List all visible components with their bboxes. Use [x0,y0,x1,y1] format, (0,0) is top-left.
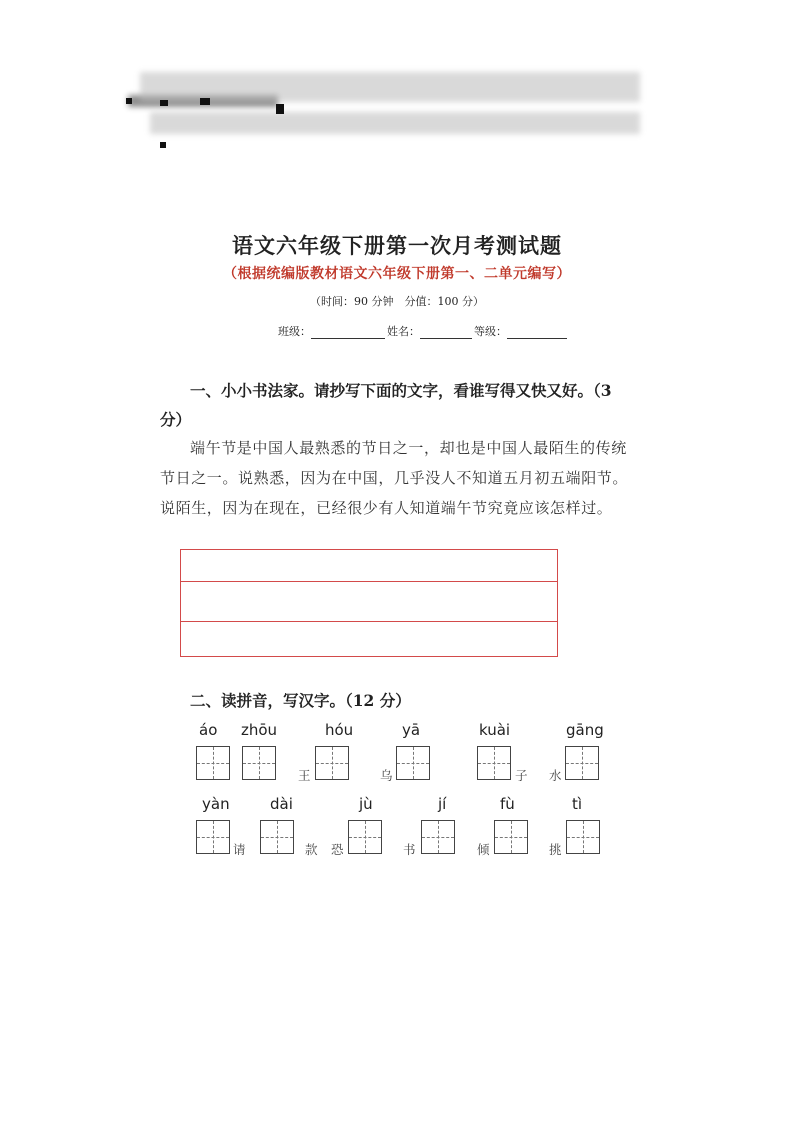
given-char: 书 [403,842,416,857]
given-char: 水 [549,768,562,783]
grade-label: 等级： [474,325,507,338]
name-label: 姓名： [387,325,420,338]
given-char: 子 [515,768,528,783]
char-box[interactable] [396,746,430,780]
pinyin-ji: jí [438,795,447,813]
given-char: 乌 [380,768,393,783]
exam-subtitle: （根据统编版教材语文六年级下册第一、二单元编写） [223,266,571,282]
question-1-heading: 一、小小书法家。请抄写下面的文字，看谁写得又快又好。（3 分） [160,381,612,429]
time-score-info: （时间：90 分钟 分值：100 分） [310,295,484,308]
grade-blank[interactable] [507,326,567,339]
char-box[interactable] [196,820,230,854]
name-blank[interactable] [420,326,472,339]
class-blank[interactable] [311,326,385,339]
copy-passage: 端午节是中国人最熟悉的节日之一，却也是中国人最陌生的传统节日之一。说熟悉，因为在中国，几乎没人不知道五月初五端阳节。说陌生，因为在现在，已经很少有人知道端午节究竟应该怎样过。 [160,439,629,517]
pinyin-ju: jù [359,795,373,813]
char-box[interactable] [348,820,382,854]
char-box[interactable] [196,746,230,780]
pinyin-yan: yàn [202,795,230,813]
pinyin-gang: gāng [566,721,604,739]
pinyin-zhou: zhōu [241,721,278,739]
exam-title: 语文六年级下册第一次月考测试题 [232,233,562,258]
char-box[interactable] [421,820,455,854]
class-label: 班级： [278,325,311,338]
pinyin-ti: tì [572,795,583,813]
writing-box[interactable] [180,549,558,657]
char-box[interactable] [494,820,528,854]
char-box[interactable] [565,746,599,780]
pinyin-kuai: kuài [479,721,511,739]
question-2-heading: 二、读拼音，写汉字。（12 分） [190,691,411,710]
char-box[interactable] [242,746,276,780]
pinyin-hou: hóu [325,721,354,739]
char-box[interactable] [477,746,511,780]
pinyin-ao: áo [199,721,218,739]
writing-line [181,621,557,622]
char-box[interactable] [566,820,600,854]
given-char: 请 [233,842,246,857]
given-char: 王 [298,768,311,783]
writing-line [181,581,557,582]
given-char: 恐 [331,842,344,857]
pinyin-fu: fù [500,795,515,813]
student-info-line [278,323,569,339]
given-char: 款 [305,842,318,857]
pinyin-ya: yā [402,721,421,739]
char-box[interactable] [260,820,294,854]
pinyin-dai: dài [270,795,293,813]
given-char: 挑 [549,842,562,857]
char-box[interactable] [315,746,349,780]
given-char: 倾 [477,842,490,857]
